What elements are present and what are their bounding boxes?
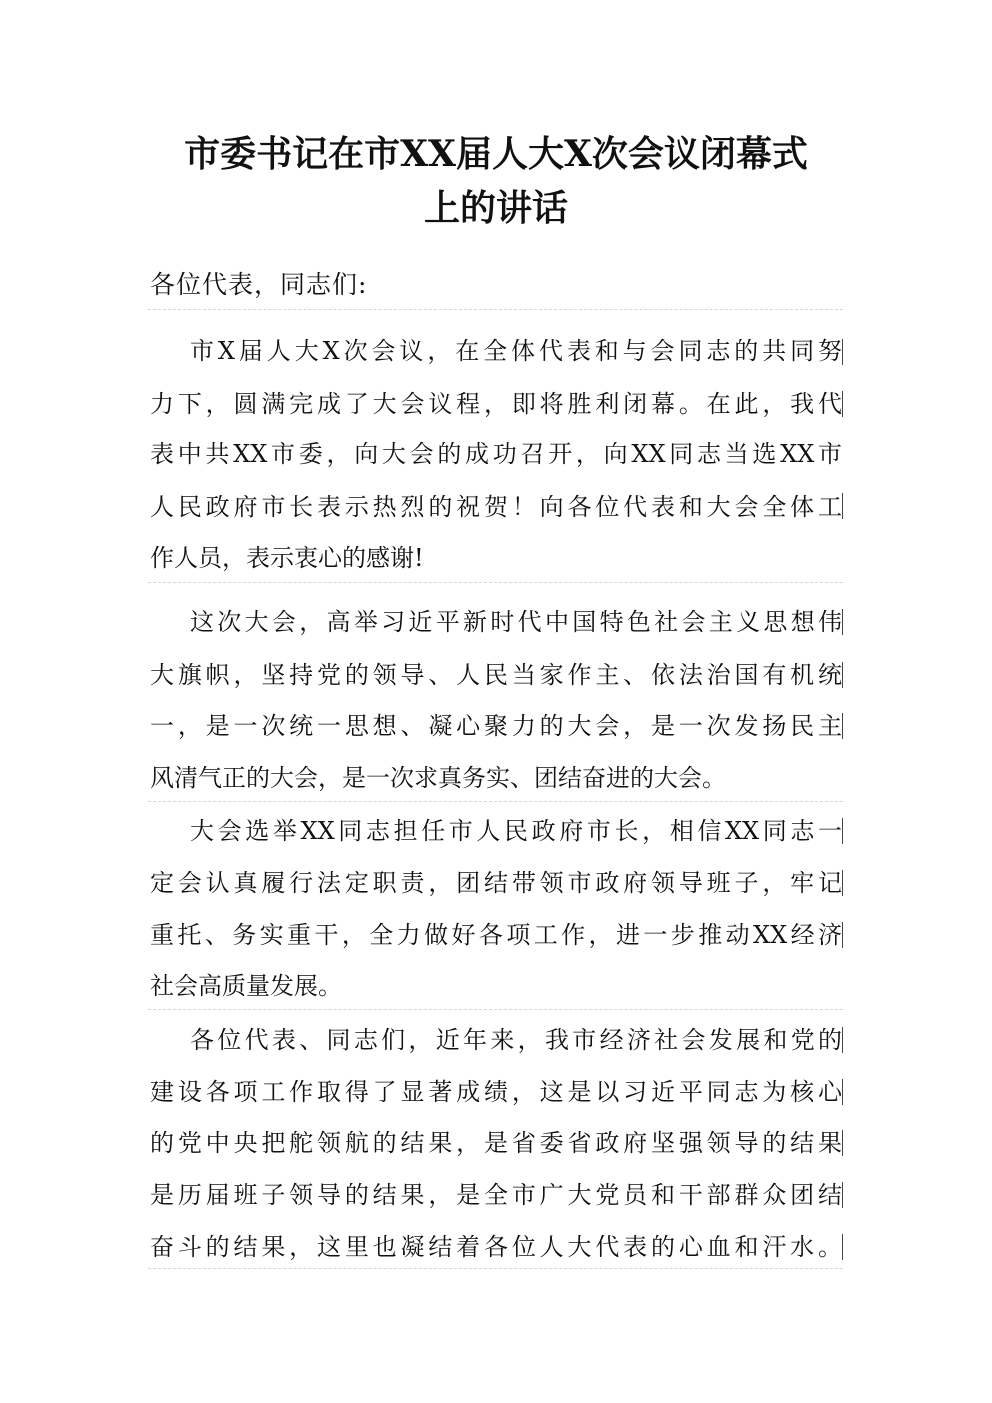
paragraph-line: 各位代表、同志们，近年来，我市经济社会发展和党的 bbox=[190, 1026, 842, 1054]
margin-bar bbox=[842, 339, 843, 365]
paragraph-line: 表中共XX市委，向大会的成功召开，向XX同志当选XX市 bbox=[150, 440, 842, 468]
paragraph-divider bbox=[148, 1268, 843, 1269]
paragraph-line: 社会高质量发展。 bbox=[150, 972, 342, 1000]
paragraph-divider bbox=[148, 801, 843, 802]
paragraph-line: 人民政府市长表示热烈的祝贺！向各位代表和大会全体工 bbox=[150, 493, 842, 521]
paragraph-divider bbox=[148, 582, 843, 583]
margin-bar bbox=[842, 391, 843, 417]
margin-bar bbox=[842, 1182, 843, 1208]
margin-bar bbox=[842, 713, 843, 739]
document-title-line-2: 上的讲话 bbox=[423, 187, 568, 229]
paragraph-line: 大会选举XX同志担任市人民政府市长，相信XX同志一 bbox=[190, 817, 842, 845]
paragraph-line: 是历届班子领导的结果，是全市广大党员和干部群众团结 bbox=[150, 1181, 842, 1209]
paragraph-line: 建设各项工作取得了显著成绩，这是以习近平同志为核心 bbox=[150, 1078, 842, 1106]
paragraph-divider bbox=[148, 1009, 843, 1010]
paragraph-line: 市X届人大X次会议，在全体代表和与会同志的共同努 bbox=[190, 337, 842, 365]
margin-bar bbox=[842, 922, 843, 948]
paragraph-line: 重托、务实重干，全力做好各项工作，进一步推动XX经济 bbox=[150, 921, 842, 949]
margin-bar bbox=[842, 1234, 843, 1260]
document-title-line-1: 市委书记在市XX届人大X次会议闭幕式 bbox=[184, 133, 808, 175]
margin-bar bbox=[842, 1079, 843, 1105]
paragraph-divider bbox=[148, 309, 843, 310]
paragraph-line: 奋斗的结果，这里也凝结着各位人大代表的心血和汗水。 bbox=[150, 1233, 842, 1261]
paragraph-line: 一，是一次统一思想、凝心聚力的大会，是一次发扬民主 bbox=[150, 712, 842, 740]
margin-bar bbox=[842, 1027, 843, 1053]
margin-bar bbox=[842, 870, 843, 896]
paragraph-line: 风清气正的大会，是一次求真务实、团结奋进的大会。 bbox=[150, 764, 726, 792]
paragraph-line: 的党中央把舵领航的结果，是省委省政府坚强领导的结果 bbox=[150, 1129, 842, 1157]
paragraph-line: 大旗帜，坚持党的领导、人民当家作主、依法治国有机统 bbox=[150, 661, 842, 689]
margin-bar bbox=[842, 1130, 843, 1156]
paragraph-line: 作人员，表示衷心的感谢! bbox=[150, 544, 424, 572]
margin-bar bbox=[842, 818, 843, 844]
margin-bar bbox=[842, 609, 843, 635]
margin-bar bbox=[842, 493, 843, 519]
paragraph-line: 定会认真履行法定职责，团结带领市政府领导班子，牢记 bbox=[150, 869, 842, 897]
margin-bar bbox=[842, 662, 843, 688]
paragraph-line: 力下，圆满完成了大会议程，即将胜利闭幕。在此，我代 bbox=[150, 390, 842, 418]
paragraph-line: 这次大会，高举习近平新时代中国特色社会主义思想伟 bbox=[190, 608, 842, 636]
salutation: 各位代表，同志们: bbox=[150, 270, 368, 299]
